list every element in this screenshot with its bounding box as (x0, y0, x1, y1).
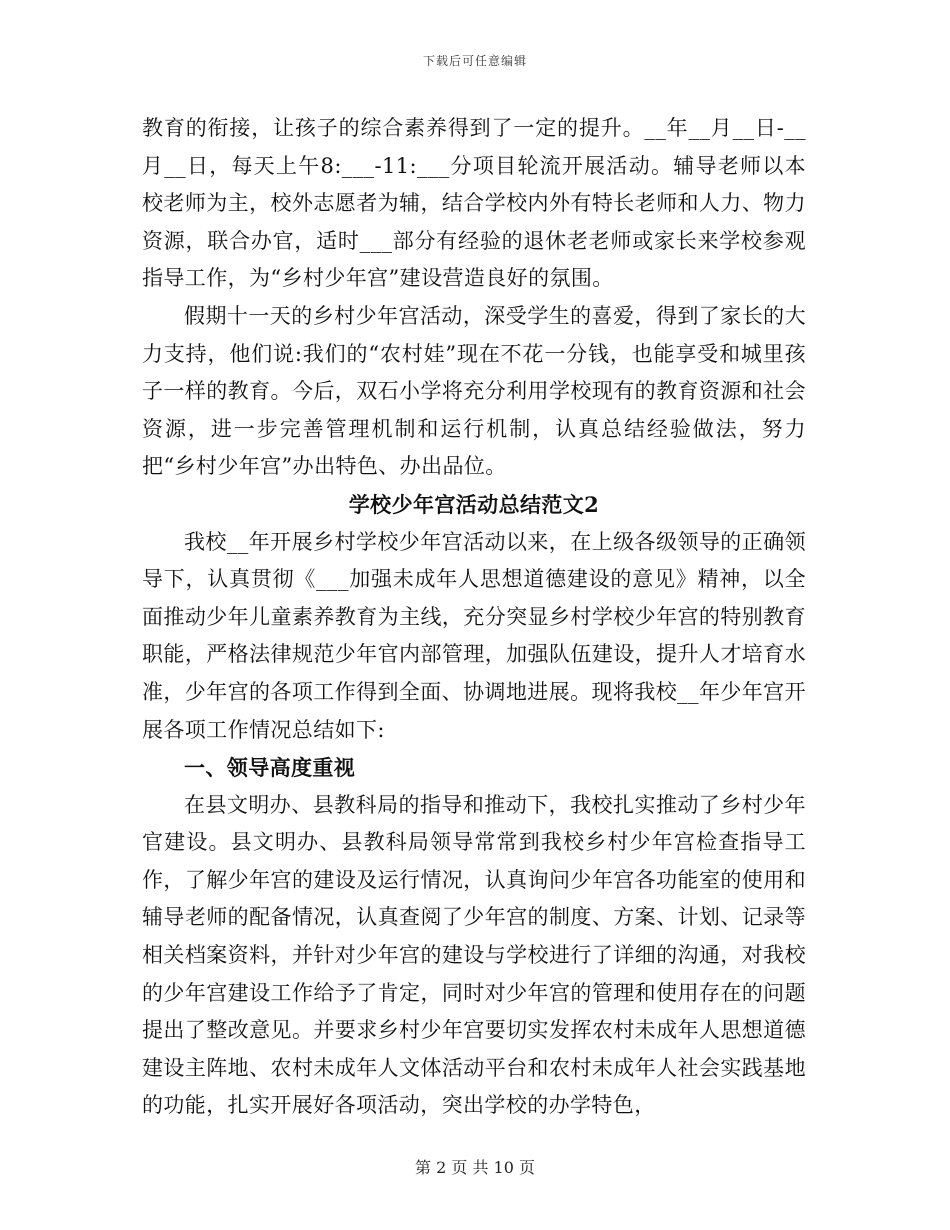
paragraph-intro: 我校__年开展乡村学校少年宫活动以来，在上级各级领导的正确领导下，认真贯彻《___加强未成年人思想道德建设的意见》精神，以全面推动少年儿童素养教育为主线，充分突显乡村学校少年宫的特别教育职能，严格法律规范少年官内部管理，加强队伍建设，提升人才培育水准，少年宫的各项工作得到全面、协调地进展。现将我校__年少年宫开展各项工作情况总结如下: (142, 529, 806, 742)
page-number: 第 2 页 共 10 页 (415, 1158, 535, 1177)
document-body (142, 110, 806, 1125)
heading-leadership: 一、领导高度重视 (184, 755, 356, 781)
page-header-note: 下载后可任意编辑 (422, 54, 527, 68)
section-title: 学校少年宫活动总结范文2 (348, 491, 600, 517)
paragraph-summary: 假期十一天的乡村少年宫活动，深受学生的喜爱，得到了家长的大力支持，他们说:我们的“农村娃”现在不花一分钱，也能享受和城里孩子一样的教育。今后，双石小学将充分利用学校现有的教育资源和社会资源，进一步完善管理机制和运行机制，认真总结经验做法，努力把“乡村少年宫”办出特色、办出品位。 (142, 303, 806, 479)
paragraph-leadership: 在县文明办、县教科局的指导和推动下，我校扎实推动了乡村少年官建设。县文明办、县教科局领导常常到我校乡村少年宫检查指导工作，了解少年宫的建设及运行情况，认真询问少年宫各功能室的使用和辅导老师的配备情况，认真查阅了少年宫的制度、方案、计划、记录等相关档案资料，并针对少年宫的建设与学校进行了详细的沟通，对我校的少年宫建设工作给予了肯定，同时对少年宫的管理和使用存在的问题提出了整改意见。并要求乡村少年宫要切实发挥农村未成年人思想道德建设主阵地、农村未成年人文体活动平台和农村未成年人社会实践基地的功能，扎实开展好各项活动，突出学校的办学特色， (142, 792, 806, 1118)
paragraph-continuation: 教育的衔接，让孩子的综合素养得到了一定的提升。__年__月__日-__月__日，每天上午8:___-11:___分项目轮流开展活动。辅导老师以本校老师为主，校外志愿者为辅，结合学校内外有特长老师和人力、物力资源，联合办官，适时___部分有经验的退休老老师或家长来学校参观指导工作，为“乡村少年宫”建设营造良好的氛围。 (142, 116, 806, 291)
